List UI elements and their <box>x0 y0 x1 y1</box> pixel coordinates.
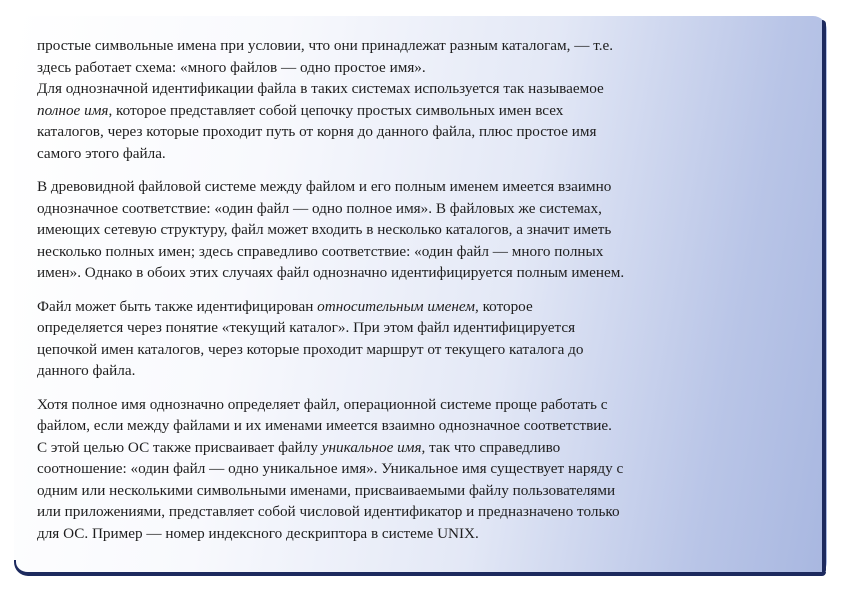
italic-term: полное имя <box>37 101 109 119</box>
text-run: однозначное соответствие: «один файл — одно полное имя». В файловых же системах, <box>37 199 602 217</box>
text-run: В древовидной файловой системе между файлом и его полным именем имеется взаимно <box>37 178 612 195</box>
text-line <box>37 415 789 437</box>
text-run: здесь работает схема: «много файлов — одно простое имя». <box>37 58 426 76</box>
text-line <box>37 296 789 318</box>
panel-border-bottom <box>26 572 826 576</box>
text-run: одним или несколькими символьными именами, присваиваемыми файлу пользователями <box>37 481 616 499</box>
italic-term: уникальное имя <box>321 438 422 456</box>
text-run: соотношение: «один файл — одно уникальное имя». Уникальное имя существует наряду с <box>37 460 624 477</box>
text-run: данного файла. <box>37 362 136 379</box>
text-run: Для однозначной идентификации файла в таких системах используется так называемое <box>37 80 604 97</box>
text-run: , которое <box>474 297 533 315</box>
paragraph-4 <box>37 394 789 545</box>
text-line <box>37 480 789 502</box>
text-line <box>37 35 789 57</box>
text-line <box>37 317 789 339</box>
text-line <box>37 100 789 122</box>
text-line <box>37 176 789 198</box>
text-run: определяется через понятие «текущий каталог». При этом файл идентифицируется <box>37 319 576 336</box>
text-line <box>37 523 789 545</box>
text-run: Хотя полное имя однозначно определяет файл, операционной системе проще работать с <box>37 395 608 413</box>
text-run: каталогов, через которые проходит путь от корня до данного файла, плюс простое имя <box>37 123 597 140</box>
text-run: или приложениями, представляет собой числовой идентификатор и предназначено только <box>37 503 620 520</box>
paragraph-3 <box>37 296 789 382</box>
paragraph-1 <box>37 35 789 164</box>
text-run: имен». Однако в обоих этих случаях файл однозначно идентифицируется полным именем. <box>37 264 625 281</box>
panel-border-corner <box>14 560 30 576</box>
text-run: , так что справедливо <box>421 438 561 456</box>
text-run: имеющих сетевую структуру, файл может входить в несколько каталогов, а значит иметь <box>37 221 612 238</box>
paragraph-2 <box>37 176 789 284</box>
text-line <box>37 241 789 263</box>
text-line <box>37 437 789 459</box>
text-run: для ОС. Пример — номер индексного дескриптора в системе UNIX. <box>37 524 479 542</box>
text-run: несколько полных имен; здесь справедливо соответствие: «один файл — много полных <box>37 242 604 260</box>
text-run: , которое представляет собой цепочку простых символьных имен всех <box>108 101 564 119</box>
text-run: простые символьные имена при условии, что они принадлежат разным каталогам, — т.е. <box>37 37 614 54</box>
text-line <box>37 458 789 480</box>
text-line <box>37 121 789 143</box>
text-line <box>37 394 789 416</box>
text-line <box>37 143 789 165</box>
text-line <box>37 57 789 79</box>
text-run: С этой целью ОС также присваивает файлу <box>37 438 322 456</box>
text-line <box>37 360 789 382</box>
text-line <box>37 219 789 241</box>
text-body <box>37 35 789 556</box>
text-line <box>37 501 789 523</box>
text-run: цепочкой имен каталогов, через которые проходит маршрут от текущего каталога до <box>37 340 584 358</box>
italic-term: относительным именем <box>317 297 475 315</box>
text-run: Файл может быть также идентифицирован <box>37 297 318 315</box>
text-line <box>37 78 789 100</box>
panel-border-right <box>822 20 826 574</box>
text-line <box>37 198 789 220</box>
text-line <box>37 339 789 361</box>
text-line <box>37 262 789 284</box>
text-run: самого этого файла. <box>37 144 166 162</box>
text-run: файлом, если между файлами и их именами имеется взаимно однозначное соответствие. <box>37 417 612 434</box>
